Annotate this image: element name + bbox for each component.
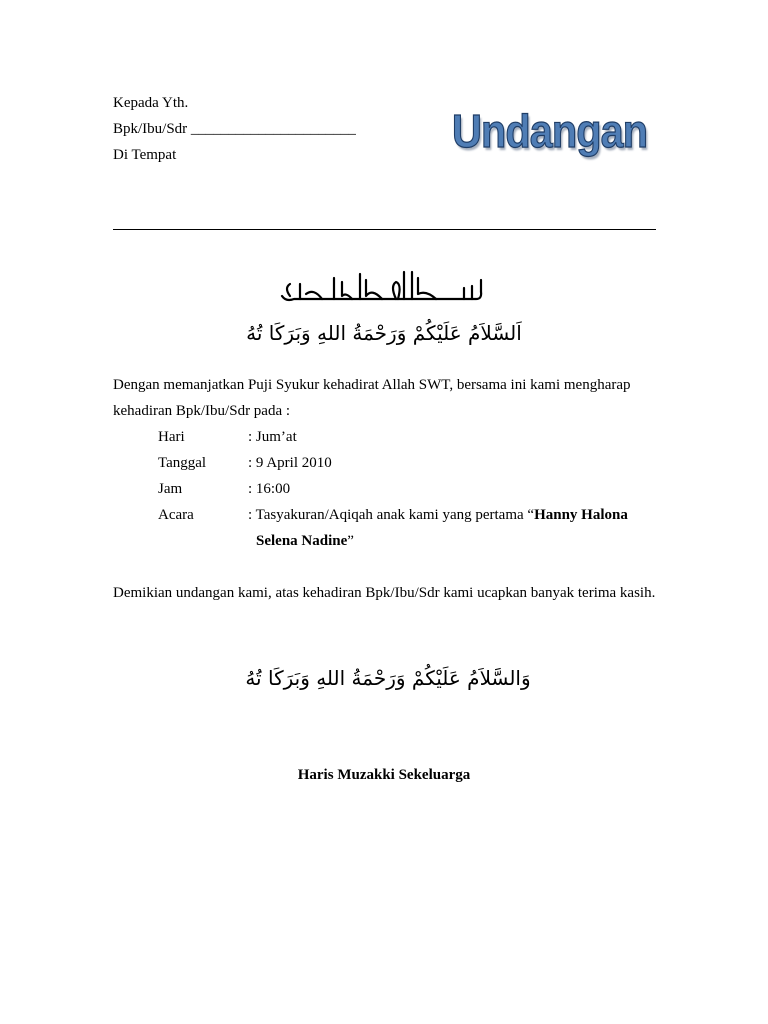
- header-divider: [113, 229, 656, 230]
- address-line-1: Kepada Yth.: [113, 95, 189, 111]
- event-details: [158, 424, 658, 554]
- detail-label: Jam: [158, 481, 183, 497]
- detail-label: Hari: [158, 429, 185, 445]
- detail-row-hari: [158, 424, 658, 450]
- detail-row-jam: [158, 476, 658, 502]
- detail-value: : 16:00: [248, 481, 291, 497]
- acara-suffix: ”: [347, 533, 354, 549]
- signature: Haris Muzakki Sekeluarga: [297, 767, 471, 783]
- recipient-address: [113, 90, 356, 168]
- child-name-part-2: Selena Nadine: [256, 533, 348, 549]
- closing-salam: وَالسَّلاَمُ عَلَيْكُمْ وَرَحْمَةُ اللهِ وَبَرَكَا تُهُ: [245, 666, 531, 690]
- address-line-3: Di Tempat: [113, 147, 177, 163]
- detail-label: Tanggal: [158, 455, 207, 471]
- opening-salam: اَلسَّلاَمُ عَلَيْكُمْ وَرَحْمَةُ اللهِ وَبَرَكَا تُهُ: [246, 321, 522, 345]
- document-title: Undangan: [452, 105, 648, 157]
- child-name-part-1: Hanny Halona: [534, 507, 628, 523]
- basmalah-calligraphy-image: [276, 266, 486, 304]
- detail-row-acara: [158, 502, 658, 554]
- acara-prefix: : Tasyakuran/Aqiqah anak kami yang pertama “: [248, 507, 535, 523]
- address-line-2: Bpk/Ibu/Sdr ______________________: [113, 121, 356, 137]
- closing-paragraph: Demikian undangan kami, atas kehadiran Bpk/Ibu/Sdr kami ucapkan banyak terima kasih.: [113, 585, 656, 601]
- detail-label: Acara: [158, 507, 194, 523]
- detail-value-acara: [248, 502, 648, 554]
- intro-paragraph: Dengan memanjatkan Puji Syukur kehadirat Allah SWT, bersama ini kami mengharap kehadiran Bpk/Ibu/Sdr pada :: [113, 377, 631, 419]
- detail-value: : Jum’at: [248, 429, 297, 445]
- detail-value: : 9 April 2010: [248, 455, 332, 471]
- detail-row-tanggal: [158, 450, 658, 476]
